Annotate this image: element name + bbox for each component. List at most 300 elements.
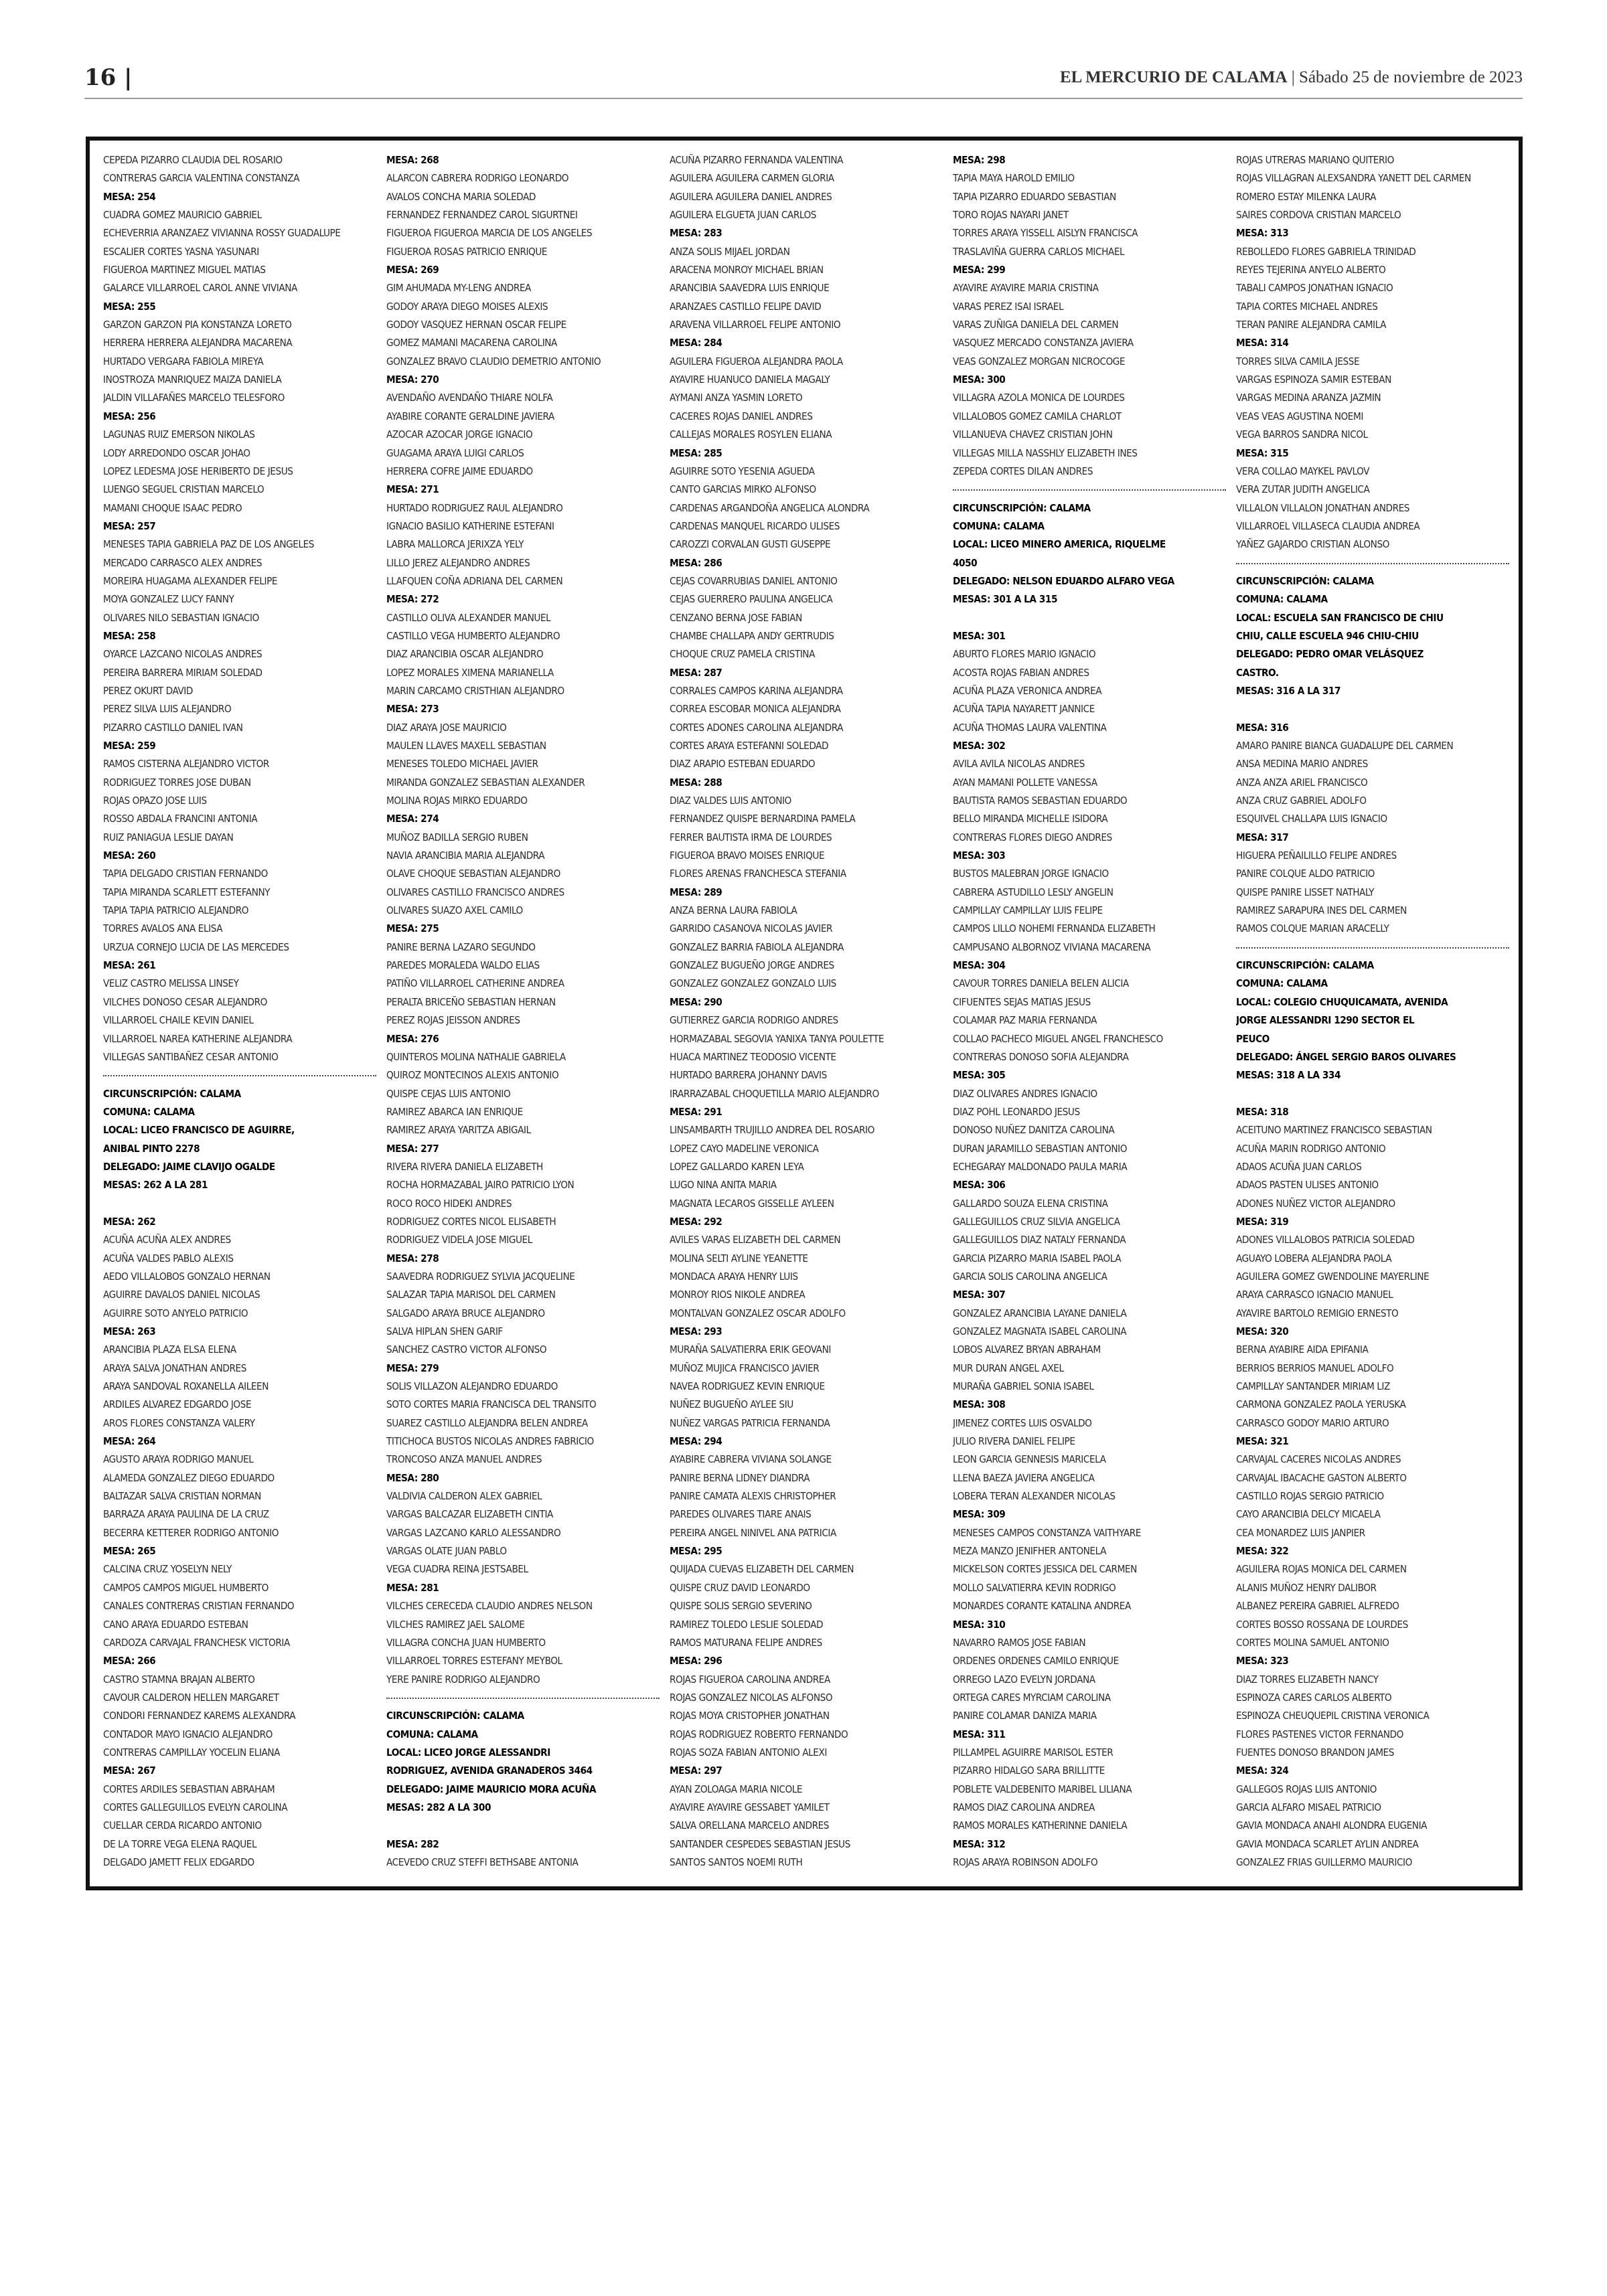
polling-place-info: CIRCUNSCRIPCIÓN: CALAMA (1236, 959, 1374, 972)
mesa-heading: MESA: 254 (103, 190, 156, 203)
voter-name: PANIRE CAMATA ALEXIS CHRISTOPHER (670, 1490, 836, 1503)
voter-name: ROJAS ARAYA ROBINSON ADOLFO (953, 1856, 1098, 1868)
polling-place-info: LOCAL: COLEGIO CHUQUICAMATA, AVENIDA (1236, 995, 1448, 1008)
voter-name: AYAVIRE AYAVIRE GESSABET YAMILET (670, 1801, 830, 1813)
voter-name: SALAZAR TAPIA MARISOL DEL CARMEN (386, 1289, 556, 1301)
list-column-2 (386, 151, 660, 1872)
voter-name: COLLAO PACHECO MIGUEL ANGEL FRANCHESCO (953, 1032, 1163, 1045)
mesa-heading: MESA: 291 (670, 1105, 722, 1118)
mesa-heading: MESA: 309 (953, 1508, 1006, 1521)
mesa-heading: MESA: 255 (103, 300, 156, 313)
voter-name: MAULEN LLAVES MAXELL SEBASTIAN (386, 740, 546, 752)
voter-name: PANIRE COLQUE ALDO PATRICIO (1236, 868, 1375, 880)
voter-name: FIGUEROA BRAVO MOISES ENRIQUE (670, 849, 825, 862)
voter-name: ARAYA SALVA JONATHAN ANDRES (103, 1362, 246, 1374)
polling-place-info: DELEGADO: JAIME MAURICIO MORA ACUÑA (386, 1783, 597, 1795)
voter-name: GALLEGUILLOS CRUZ SILVIA ANGELICA (953, 1215, 1120, 1228)
mesa-heading: MESA: 284 (670, 337, 722, 349)
voter-name: MAGNATA LECAROS GISSELLE AYLEEN (670, 1197, 834, 1210)
voter-name: CASTILLO ROJAS SERGIO PATRICIO (1236, 1490, 1384, 1503)
voter-name: MAMANI CHOQUE ISAAC PEDRO (103, 501, 242, 514)
voter-name: CORTES ARDILES SEBASTIAN ABRAHAM (103, 1783, 275, 1795)
voter-name: AGUIRRE DAVALOS DANIEL NICOLAS (103, 1289, 260, 1301)
spacer (103, 1195, 376, 1213)
voter-name: BALTAZAR SALVA CRISTIAN NORMAN (103, 1490, 261, 1503)
mesa-heading: MESA: 285 (670, 446, 722, 459)
voter-name: PATIÑO VILLARROEL CATHERINE ANDREA (386, 977, 564, 990)
mesa-heading: MESA: 280 (386, 1471, 439, 1484)
voter-name: HURTADO VERGARA FABIOLA MIREYA (103, 355, 264, 367)
voter-name: GALLEGUILLOS DIAZ NATALY FERNANDA (953, 1234, 1126, 1246)
voter-name: CANO ARAYA EDUARDO ESTEBAN (103, 1618, 248, 1631)
voter-name: QUISPE CEJAS LUIS ANTONIO (386, 1087, 511, 1100)
voter-name: ROCHA HORMAZABAL JAIRO PATRICIO LYON (386, 1179, 575, 1192)
voter-name: RAMOS MATURANA FELIPE ANDRES (670, 1636, 822, 1649)
voter-name: ARANCIBIA PLAZA ELSA ELENA (103, 1343, 236, 1356)
voter-name: ADONES VILLALOBOS PATRICIA SOLEDAD (1236, 1234, 1415, 1246)
voter-name: ECHEGARAY MALDONADO PAULA MARIA (953, 1160, 1128, 1173)
voter-name: RUIZ PANIAGUA LESLIE DAYAN (103, 831, 234, 843)
voter-name: ACUÑA TAPIA NAYARETT JANNICE (953, 703, 1095, 716)
voter-name: MUÑOZ MUJICA FRANCISCO JAVIER (670, 1362, 820, 1374)
mesa-heading: MESA: 310 (953, 1618, 1006, 1631)
voter-name: VILCHES RAMIREZ JAEL SALOME (386, 1618, 525, 1631)
voter-name: ORREGO LAZO EVELYN JORDANA (953, 1673, 1095, 1686)
voter-name: CORTES ARAYA ESTEFANNI SOLEDAD (670, 740, 829, 752)
mesa-heading: MESA: 269 (386, 264, 439, 276)
polling-place-info: RODRIGUEZ, AVENIDA GRANADEROS 3464 (386, 1765, 593, 1777)
mesa-heading: MESA: 322 (1236, 1545, 1289, 1558)
voter-name: MARIN CARCAMO CRISTHIAN ALEJANDRO (386, 684, 564, 697)
mesa-heading: MESA: 312 (953, 1837, 1006, 1850)
voter-name: IRARRAZABAL CHOQUETILLA MARIO ALEJANDRO (670, 1087, 879, 1100)
mesa-heading: MESA: 267 (103, 1765, 156, 1777)
list-column-5 (1236, 151, 1509, 1872)
voter-name: ESCALIER CORTES YASNA YASUNARI (103, 245, 259, 258)
voter-name: VILLALOBOS GOMEZ CAMILA CHARLOT (953, 410, 1122, 422)
voter-name: CAYO ARANCIBIA DELCY MICAELA (1236, 1508, 1381, 1521)
voter-name: ALAMEDA GONZALEZ DIEGO EDUARDO (103, 1471, 275, 1484)
polling-place-info: MESAS: 282 A LA 300 (386, 1801, 491, 1813)
mesa-heading: MESA: 286 (670, 556, 722, 569)
voter-name: ROJAS VILLAGRAN ALEXSANDRA YANETT DEL CARMEN (1236, 172, 1471, 185)
polling-place-info: COMUNA: CALAMA (1236, 593, 1328, 606)
voter-name: ROCO ROCO HIDEKI ANDRES (386, 1197, 512, 1210)
mesa-heading: MESA: 272 (386, 593, 439, 606)
voter-name: AMARO PANIRE BIANCA GUADALUPE DEL CARMEN (1236, 740, 1454, 752)
voter-name: ESPINOZA CHEUQUEPIL CRISTINA VERONICA (1236, 1710, 1430, 1722)
voter-name: HURTADO BARRERA JOHANNY DAVIS (670, 1069, 827, 1082)
voter-name: BERNA AYABIRE AIDA EPIFANIA (1236, 1343, 1369, 1356)
voter-name: CANTO GARCIAS MIRKO ALFONSO (670, 483, 816, 496)
voter-name: AROS FLORES CONSTANZA VALERY (103, 1416, 255, 1429)
voter-name: CONTRERAS DONOSO SOFIA ALEJANDRA (953, 1050, 1129, 1063)
voter-name: ACUÑA ACUÑA ALEX ANDRES (103, 1234, 231, 1246)
voter-name: HORMAZABAL SEGOVIA YANIXA TANYA POULETTE (670, 1032, 885, 1045)
voter-name: INOSTROZA MANRIQUEZ MAIZA DANIELA (103, 374, 282, 386)
voter-name: CARDENAS MANQUEL RICARDO ULISES (670, 519, 840, 532)
voter-name: DELGADO JAMETT FELIX EDGARDO (103, 1856, 254, 1868)
voter-name: CAMPUSANO ALBORNOZ VIVIANA MACARENA (953, 940, 1151, 953)
voter-name: POBLETE VALDEBENITO MARIBEL LILIANA (953, 1783, 1132, 1795)
voter-name: ROMERO ESTAY MILENKA LAURA (1236, 190, 1377, 203)
voter-name: ALANIS MUÑOZ HENRY DALIBOR (1236, 1581, 1377, 1594)
voter-name: AYABIRE CORANTE GERALDINE JAVIERA (386, 410, 554, 422)
voter-name: QUISPE CRUZ DAVID LEONARDO (670, 1581, 810, 1594)
mesa-heading: MESA: 299 (953, 264, 1006, 276)
mesa-heading: MESA: 276 (386, 1032, 439, 1045)
voter-name: VILLAGRA CONCHA JUAN HUMBERTO (386, 1636, 546, 1649)
voter-name: ACUÑA VALDES PABLO ALEXIS (103, 1252, 234, 1264)
voter-name: CARVAJAL IBACACHE GASTON ALBERTO (1236, 1471, 1407, 1484)
voter-name: GALARCE VILLARROEL CAROL ANNE VIVIANA (103, 282, 297, 295)
voter-name: VARGAS OLATE JUAN PABLO (386, 1545, 507, 1558)
voter-name: CHAMBE CHALLAPA ANDY GERTRUDIS (670, 629, 834, 642)
voter-name: AGUILERA ROJAS MONICA DEL CARMEN (1236, 1563, 1407, 1576)
voter-name: ESPINOZA CARES CARLOS ALBERTO (1236, 1691, 1392, 1704)
polling-place-info: DELEGADO: NELSON EDUARDO ALFARO VEGA (953, 574, 1174, 587)
voter-name: ADAOS ACUÑA JUAN CARLOS (1236, 1160, 1362, 1173)
voter-name: PILLAMPEL AGUIRRE MARISOL ESTER (953, 1746, 1114, 1758)
mesa-heading: MESA: 316 (1236, 721, 1289, 734)
voter-name: VILLEGAS SANTIBAÑEZ CESAR ANTONIO (103, 1050, 279, 1063)
voter-name: CANALES CONTRERAS CRISTIAN FERNANDO (103, 1600, 295, 1613)
voter-name: MEZA MANZO JENIFHER ANTONELA (953, 1545, 1106, 1558)
mesa-heading: MESA: 293 (670, 1325, 722, 1337)
voter-name: URZUA CORNEJO LUCIA DE LAS MERCEDES (103, 940, 289, 953)
voter-name: CALLEJAS MORALES ROSYLEN ELIANA (670, 428, 832, 441)
voter-name: AVALOS CONCHA MARIA SOLEDAD (386, 190, 536, 203)
voter-name: ALARCON CABRERA RODRIGO LEONARDO (386, 172, 569, 185)
list-column-1 (103, 151, 376, 1872)
voter-name: MURAÑA SALVATIERRA ERIK GEOVANI (670, 1343, 831, 1356)
voter-name: PERALTA BRICEÑO SEBASTIAN HERNAN (386, 995, 556, 1008)
voter-name: CORTES BOSSO ROSSANA DE LOURDES (1236, 1618, 1408, 1631)
voter-name: MOLLO SALVATIERRA KEVIN RODRIGO (953, 1581, 1116, 1594)
polling-place-info: LOCAL: ESCUELA SAN FRANCISCO DE CHIU (1236, 611, 1444, 624)
newspaper-name: EL MERCURIO DE CALAMA (1059, 68, 1288, 86)
voter-name: CARRASCO GODOY MARIO ARTURO (1236, 1416, 1389, 1429)
voter-name: TAPIA DELGADO CRISTIAN FERNANDO (103, 868, 268, 880)
voter-name: QUIROZ MONTECINOS ALEXIS ANTONIO (386, 1069, 559, 1082)
polling-place-info: MESAS: 301 A LA 315 (953, 593, 1058, 606)
voter-name: PIZARRO HIDALGO SARA BRILLITTE (953, 1765, 1105, 1777)
voter-name: CEPEDA PIZARRO CLAUDIA DEL ROSARIO (103, 154, 283, 166)
mesa-heading: MESA: 274 (386, 813, 439, 825)
mesa-heading: MESA: 296 (670, 1655, 722, 1667)
voter-name: GAVIA MONDACA ANAHI ALONDRA EUGENIA (1236, 1819, 1428, 1832)
mesa-heading: MESA: 265 (103, 1545, 156, 1558)
voter-name: TITICHOCA BUSTOS NICOLAS ANDRES FABRICIO (386, 1435, 594, 1448)
voter-name: LOBOS ALVAREZ BRYAN ABRAHAM (953, 1343, 1101, 1356)
voter-name: VASQUEZ MERCADO CONSTANZA JAVIERA (953, 337, 1134, 349)
voter-name: SOLIS VILLAZON ALEJANDRO EDUARDO (386, 1380, 558, 1393)
voter-name: JIMENEZ CORTES LUIS OSVALDO (953, 1416, 1092, 1429)
voter-name: ANZA SOLIS MIJAEL JORDAN (670, 245, 790, 258)
voter-name: SALGADO ARAYA BRUCE ALEJANDRO (386, 1307, 545, 1319)
voter-name: PEREIRA ANGEL NINIVEL ANA PATRICIA (670, 1526, 836, 1539)
voter-name: MONTALVAN GONZALEZ OSCAR ADOLFO (670, 1307, 846, 1319)
voter-name: PIZARRO CASTILLO DANIEL IVAN (103, 721, 243, 734)
voter-name: VARGAS ESPINOZA SAMIR ESTEBAN (1236, 374, 1391, 386)
voter-name: CONTADOR MAYO IGNACIO ALEJANDRO (103, 1728, 273, 1740)
voter-name: VEAS VEAS AGUSTINA NOEMI (1236, 410, 1363, 422)
voter-name: SUAREZ CASTILLO ALEJANDRA BELEN ANDREA (386, 1416, 588, 1429)
voter-name: ACUÑA MARIN RODRIGO ANTONIO (1236, 1142, 1386, 1155)
voter-name: FERNANDEZ QUISPE BERNARDINA PAMELA (670, 813, 856, 825)
voter-name: CAMPOS LILLO NOHEMI FERNANDA ELIZABETH (953, 922, 1156, 935)
spacer (386, 1817, 660, 1835)
voter-name: LOBERA TERAN ALEXANDER NICOLAS (953, 1490, 1116, 1503)
voter-name: ANZA ANZA ARIEL FRANCISCO (1236, 776, 1368, 789)
voter-name: AGUIRRE SOTO YESENIA AGUEDA (670, 465, 815, 477)
voter-name: AGUILERA FIGUEROA ALEJANDRA PAOLA (670, 355, 843, 367)
mesa-heading: MESA: 281 (386, 1581, 439, 1594)
voter-name: PEREZ ROJAS JEISSON ANDRES (386, 1014, 520, 1027)
voter-name: PEREIRA BARRERA MIRIAM SOLEDAD (103, 666, 262, 679)
voter-name: MENESES TOLEDO MICHAEL JAVIER (386, 758, 538, 770)
voter-name: DURAN JARAMILLO SEBASTIAN ANTONIO (953, 1142, 1127, 1155)
voter-name: MOYA GONZALEZ LUCY FANNY (103, 593, 234, 606)
voter-name: DIAZ OLIVARES ANDRES IGNACIO (953, 1087, 1097, 1100)
voter-name: VERA ZUTAR JUDITH ANGELICA (1236, 483, 1370, 496)
voter-name: TABALI CAMPOS JONATHAN IGNACIO (1236, 282, 1393, 295)
polling-place-info: CIRCUNSCRIPCIÓN: CALAMA (103, 1087, 241, 1100)
list-column-3 (670, 151, 943, 1872)
voter-name: NUÑEZ VARGAS PATRICIA FERNANDA (670, 1416, 830, 1429)
voter-name: COLAMAR PAZ MARIA FERNANDA (953, 1014, 1097, 1027)
voter-name: CEA MONARDEZ LUIS JANPIER (1236, 1526, 1365, 1539)
voter-name: TORO ROJAS NAYARI JANET (953, 209, 1069, 222)
voter-name: ARANZAES CASTILLO FELIPE DAVID (670, 300, 822, 313)
voter-name: CUELLAR CERDA RICARDO ANTONIO (103, 1819, 262, 1832)
voter-name: PANIRE COLAMAR DANIZA MARIA (953, 1710, 1097, 1722)
mesa-heading: MESA: 275 (386, 922, 439, 935)
voter-name: LUGO NINA ANITA MARIA (670, 1179, 777, 1192)
voter-name: VELIZ CASTRO MELISSA LINSEY (103, 977, 239, 990)
mesa-heading: MESA: 262 (103, 1215, 156, 1228)
voter-name: TRONCOSO ANZA MANUEL ANDRES (386, 1453, 542, 1466)
voter-name: VILCHES CERECEDA CLAUDIO ANDRES NELSON (386, 1600, 593, 1613)
voter-name: ORDENES ORDENES CAMILO ENRIQUE (953, 1655, 1119, 1667)
voter-name: CORTES MOLINA SAMUEL ANTONIO (1236, 1636, 1389, 1649)
voter-name: GALLEGOS ROJAS LUIS ANTONIO (1236, 1783, 1377, 1795)
voter-name: ROSSO ABDALA FRANCINI ANTONIA (103, 813, 258, 825)
voter-name: LOPEZ GALLARDO KAREN LEYA (670, 1160, 804, 1173)
mesa-heading: MESA: 287 (670, 666, 722, 679)
voter-name: ARAYA CARRASCO IGNACIO MANUEL (1236, 1289, 1393, 1301)
dotted-divider (386, 1689, 660, 1707)
voter-name: SANCHEZ CASTRO VICTOR ALFONSO (386, 1343, 547, 1356)
voter-name: CASTILLO OLIVA ALEXANDER MANUEL (386, 611, 551, 624)
voter-name: NAVARRO RAMOS JOSE FABIAN (953, 1636, 1086, 1649)
mesa-heading: MESA: 258 (103, 629, 156, 642)
voter-name: AGUILERA AGUILERA CARMEN GLORIA (670, 172, 834, 185)
polling-place-info: LOCAL: LICEO FRANCISCO DE AGUIRRE, (103, 1124, 295, 1137)
voter-name: ALBANEZ PEREIRA GABRIEL ALFREDO (1236, 1600, 1399, 1613)
voter-name: BUSTOS MALEBRAN JORGE IGNACIO (953, 868, 1109, 880)
voter-name: PEREZ OKURT DAVID (103, 684, 193, 697)
voter-name: AYAVIRE AYAVIRE MARIA CRISTINA (953, 282, 1099, 295)
voter-name: AGUILERA AGUILERA DANIEL ANDRES (670, 190, 832, 203)
mesa-heading: MESA: 323 (1236, 1655, 1289, 1667)
voter-name: CACERES ROJAS DANIEL ANDRES (670, 410, 813, 422)
mesa-heading: MESA: 307 (953, 1289, 1006, 1301)
voter-name: VALDIVIA CALDERON ALEX GABRIEL (386, 1490, 542, 1503)
voter-name: VILCHES DONOSO CESAR ALEJANDRO (103, 995, 267, 1008)
spacer (1236, 700, 1509, 718)
voter-name: VILLANUEVA CHAVEZ CRISTIAN JOHN (953, 428, 1113, 441)
voter-name: BERRIOS BERRIOS MANUEL ADOLFO (1236, 1362, 1394, 1374)
voter-name: MONROY RIOS NIKOLE ANDREA (670, 1289, 806, 1301)
voter-name: CONDORI FERNANDEZ KAREMS ALEXANDRA (103, 1710, 296, 1722)
polling-place-info: COMUNA: CALAMA (953, 519, 1045, 532)
voter-name: IGNACIO BASILIO KATHERINE ESTEFANI (386, 519, 554, 532)
voter-name: ACOSTA ROJAS FABIAN ANDRES (953, 666, 1089, 679)
voter-name: CONTRERAS CAMPILLAY YOCELIN ELIANA (103, 1746, 281, 1758)
voter-name: SANTANDER CESPEDES SEBASTIAN JESUS (670, 1837, 850, 1850)
voter-name: BECERRA KETTERER RODRIGO ANTONIO (103, 1526, 279, 1539)
voter-name: FIGUEROA FIGUEROA MARCIA DE LOS ANGELES (386, 227, 593, 240)
voter-name: CORTES GALLEGUILLOS EVELYN CAROLINA (103, 1801, 288, 1813)
voter-name: GONZALEZ BARRIA FABIOLA ALEJANDRA (670, 940, 844, 953)
mesa-heading: MESA: 321 (1236, 1435, 1289, 1448)
spacer (1236, 1085, 1509, 1103)
voter-name: GARZON GARZON PIA KONSTANZA LORETO (103, 319, 292, 331)
voter-name: TAPIA MAYA HAROLD EMILIO (953, 172, 1075, 185)
voter-name: DIAZ TORRES ELIZABETH NANCY (1236, 1673, 1379, 1686)
voter-name: BELLO MIRANDA MICHELLE ISIDORA (953, 813, 1108, 825)
voter-name: QUIJADA CUEVAS ELIZABETH DEL CARMEN (670, 1563, 854, 1576)
mesa-heading: MESA: 263 (103, 1325, 156, 1337)
mesa-heading: MESA: 319 (1236, 1215, 1289, 1228)
mesa-heading: MESA: 302 (953, 740, 1006, 752)
voter-name: MOREIRA HUAGAMA ALEXANDER FELIPE (103, 574, 278, 587)
mesa-heading: MESA: 297 (670, 1765, 722, 1777)
voter-name: ROJAS SOZA FABIAN ANTONIO ALEXI (670, 1746, 827, 1758)
polling-place-info: CIRCUNSCRIPCIÓN: CALAMA (386, 1710, 524, 1722)
voter-name: VILLARROEL VILLASECA CLAUDIA ANDREA (1236, 519, 1420, 532)
voter-name: MENESES TAPIA GABRIELA PAZ DE LOS ANGELES (103, 538, 315, 551)
voter-name: NAVEA RODRIGUEZ KEVIN ENRIQUE (670, 1380, 825, 1393)
mesa-heading: MESA: 317 (1236, 831, 1289, 843)
voter-name: CAMPILLAY SANTANDER MIRIAM LIZ (1236, 1380, 1390, 1393)
voter-name: QUINTEROS MOLINA NATHALIE GABRIELA (386, 1050, 566, 1063)
voter-name: AYAN MAMANI POLLETE VANESSA (953, 776, 1097, 789)
voter-name: AGUSTO ARAYA RODRIGO MANUEL (103, 1453, 254, 1466)
voter-name: ACEVEDO CRUZ STEFFI BETHSABE ANTONIA (386, 1856, 579, 1868)
mesa-heading: MESA: 320 (1236, 1325, 1289, 1337)
mesa-heading: MESA: 324 (1236, 1765, 1289, 1777)
voter-name: VARAS PEREZ ISAI ISRAEL (953, 300, 1064, 313)
spacer (953, 609, 1226, 627)
voter-name: CONTRERAS GARCIA VALENTINA CONSTANZA (103, 172, 300, 185)
voter-list-frame (86, 137, 1523, 1890)
voter-name: DIAZ POHL LEONARDO JESUS (953, 1105, 1080, 1118)
mesa-heading: MESA: 289 (670, 886, 722, 898)
polling-place-info: LOCAL: LICEO MINERO AMERICA, RIQUELME (953, 538, 1166, 551)
voter-name: AGUILERA ELGUETA JUAN CARLOS (670, 209, 817, 222)
voter-name: CABRERA ASTUDILLO LESLY ANGELIN (953, 886, 1114, 898)
voter-name: DIAZ ARAYA JOSE MAURICIO (386, 721, 507, 734)
voter-name: DIAZ ARAPIO ESTEBAN EDUARDO (670, 758, 816, 770)
mesa-heading: MESA: 261 (103, 959, 156, 972)
voter-name: VARGAS MEDINA ARANZA JAZMIN (1236, 392, 1381, 404)
mesa-heading: MESA: 257 (103, 519, 156, 532)
voter-name: CAROZZI CORVALAN GUSTI GUSEPPE (670, 538, 831, 551)
voter-name: CEJAS COVARRUBIAS DANIEL ANTONIO (670, 574, 838, 587)
voter-name: LOPEZ LEDESMA JOSE HERIBERTO DE JESUS (103, 465, 293, 477)
voter-name: AEDO VILLALOBOS GONZALO HERNAN (103, 1270, 271, 1283)
voter-name: CUADRA GOMEZ MAURICIO GABRIEL (103, 209, 262, 222)
mesa-heading: MESA: 292 (670, 1215, 722, 1228)
polling-place-info: CIRCUNSCRIPCIÓN: CALAMA (1236, 574, 1374, 587)
voter-name: SALVA HIPLAN SHEN GARIF (386, 1325, 503, 1337)
voter-name: ESQUIVEL CHALLAPA LUIS IGNACIO (1236, 813, 1387, 825)
polling-place-info: COMUNA: CALAMA (386, 1728, 478, 1740)
voter-name: CAMPOS CAMPOS MIGUEL HUMBERTO (103, 1581, 269, 1594)
voter-name: LEON GARCIA GENNESIS MARICELA (953, 1453, 1106, 1466)
voter-name: GUAGAMA ARAYA LUIGI CARLOS (386, 446, 524, 459)
voter-name: LABRA MALLORCA JERIXZA YELY (386, 538, 524, 551)
voter-name: TRASLAVIÑA GUERRA CARLOS MICHAEL (953, 245, 1125, 258)
mesa-heading: MESA: 315 (1236, 446, 1289, 459)
voter-name: OLIVARES CASTILLO FRANCISCO ANDRES (386, 886, 564, 898)
voter-name: NUÑEZ BUGUEÑO AYLEE SIU (670, 1398, 793, 1411)
header-rule (84, 98, 1523, 99)
voter-name: VEAS GONZALEZ MORGAN NICROCOGE (953, 355, 1126, 367)
voter-name: OYARCE LAZCANO NICOLAS ANDRES (103, 648, 262, 661)
polling-place-info: DELEGADO: ÁNGEL SERGIO BAROS OLIVARES (1236, 1050, 1456, 1063)
voter-name: TAPIA CORTES MICHAEL ANDRES (1236, 300, 1378, 313)
dotted-divider (1236, 554, 1509, 572)
voter-name: TORRES ARAYA YISSELL AISLYN FRANCISCA (953, 227, 1138, 240)
mesa-heading: MESA: 305 (953, 1069, 1006, 1082)
mesa-heading: MESA: 314 (1236, 337, 1289, 349)
voter-name: JALDIN VILLAFAÑES MARCELO TELESFORO (103, 392, 285, 404)
voter-name: ROJAS RODRIGUEZ ROBERTO FERNANDO (670, 1728, 848, 1740)
voter-name: ACUÑA PLAZA VERONICA ANDREA (953, 684, 1102, 697)
voter-name: VARGAS LAZCANO KARLO ALESSANDRO (386, 1526, 561, 1539)
voter-name: VILLARROEL TORRES ESTEFANY MEYBOL (386, 1655, 562, 1667)
voter-name: FIGUEROA ROSAS PATRICIO ENRIQUE (386, 245, 548, 258)
voter-name: AGUILERA GOMEZ GWENDOLINE MAYERLINE (1236, 1270, 1430, 1283)
voter-name: GOMEZ MAMANI MACARENA CAROLINA (386, 337, 557, 349)
voter-name: TERAN PANIRE ALEJANDRA CAMILA (1236, 319, 1387, 331)
voter-name: YAÑEZ GAJARDO CRISTIAN ALONSO (1236, 538, 1389, 551)
voter-name: ARANCIBIA SAAVEDRA LUIS ENRIQUE (670, 282, 830, 295)
voter-name: MENESES CAMPOS CONSTANZA VAITHYARE (953, 1526, 1141, 1539)
voter-name: RIVERA RIVERA DANIELA ELIZABETH (386, 1160, 543, 1173)
voter-name: FERNANDEZ FERNANDEZ CAROL SIGURTNEI (386, 209, 578, 222)
voter-name: MUR DURAN ANGEL AXEL (953, 1362, 1064, 1374)
voter-name: CIFUENTES SEJAS MATIAS JESUS (953, 995, 1091, 1008)
mesa-heading: MESA: 277 (386, 1142, 439, 1155)
voter-name: GARCIA PIZARRO MARIA ISABEL PAOLA (953, 1252, 1122, 1264)
voter-name: RODRIGUEZ CORTES NICOL ELISABETH (386, 1215, 556, 1228)
voter-name: PAREDES OLIVARES TIARE ANAIS (670, 1508, 812, 1521)
mesa-heading: MESA: 294 (670, 1435, 722, 1448)
voter-name: CASTILLO VEGA HUMBERTO ALEJANDRO (386, 629, 560, 642)
voter-name: SANTOS SANTOS NOEMI RUTH (670, 1856, 803, 1868)
voter-name: RAMIREZ SARAPURA INES DEL CARMEN (1236, 904, 1407, 917)
issue-date: | Sábado 25 de noviembre de 2023 (1291, 68, 1523, 86)
voter-name: ZEPEDA CORTES DILAN ANDRES (953, 465, 1093, 477)
polling-place-info: COMUNA: CALAMA (1236, 977, 1328, 990)
voter-name: AYABIRE CABRERA VIVIANA SOLANGE (670, 1453, 832, 1466)
polling-place-info: CASTRO. (1236, 666, 1279, 679)
voter-name: BAUTISTA RAMOS SEBASTIAN EDUARDO (953, 795, 1128, 807)
